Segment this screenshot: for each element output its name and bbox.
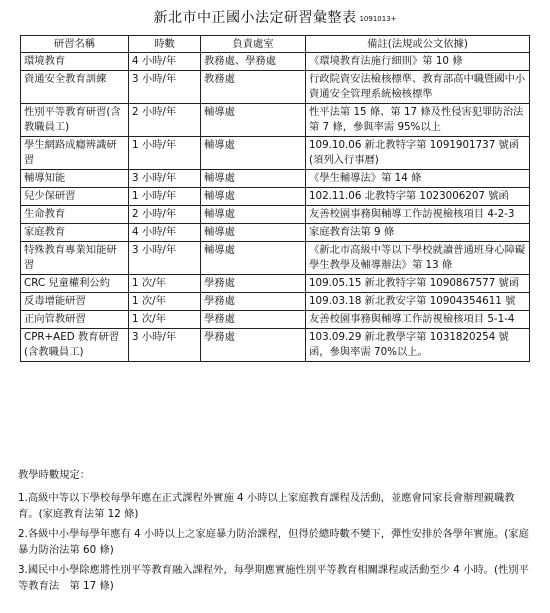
table-row (21, 137, 530, 170)
cell-course-name: 兒少保研習 (21, 188, 129, 206)
cell-hours: 1 次/年 (129, 275, 201, 293)
rule-item: 3.國民中小學除應將性別平等教育融入課程外，每學期應實施性別平等教育相關課程或活動至少 4 小時。(性別平等教育法 第 17 條) (18, 563, 529, 592)
cell-course-name: 特殊教育專業知能研習 (21, 242, 129, 275)
cell-course-name: 反毒增能研習 (21, 293, 129, 311)
cell-course-name: 資通安全教育訓練 (21, 71, 129, 104)
cell-remarks: 102.11.06 北教特字第 1023006207 號函 (306, 188, 530, 206)
cell-office: 輔導處 (201, 170, 306, 188)
table-row (21, 242, 530, 275)
cell-hours: 1 次/年 (129, 293, 201, 311)
cell-course-name: 環境教育 (21, 53, 129, 71)
cell-hours: 3 小時/年 (129, 329, 201, 362)
cell-office: 學務處 (201, 311, 306, 329)
table-row (21, 188, 530, 206)
cell-office: 輔導處 (201, 137, 306, 170)
header-course-name: 研習名稱 (21, 36, 129, 53)
header-remarks: 備註(法規或公文依據) (306, 36, 530, 53)
cell-remarks: 109.05.15 新北教特字第 1090867577 號函 (306, 275, 530, 293)
cell-office: 輔導處 (201, 206, 306, 224)
page-title: 新北市中正國小法定研習彙整表 (153, 10, 357, 26)
table-header-row (21, 36, 530, 53)
cell-remarks: 家庭教育法第 9 條 (306, 224, 530, 242)
cell-hours: 4 小時/年 (129, 224, 201, 242)
cell-office: 學務處 (201, 275, 306, 293)
cell-remarks: 109.10.06 新北教特字第 1091901737 號函(須列入行事曆) (306, 137, 530, 170)
cell-office: 輔導處 (201, 188, 306, 206)
cell-hours: 3 小時/年 (129, 71, 201, 104)
cell-hours: 3 小時/年 (129, 242, 201, 275)
cell-remarks: 行政院資安法檢核標準、教育部高中職暨國中小資通安全管理系統檢核標準 (306, 71, 530, 104)
cell-hours: 2 小時/年 (129, 104, 201, 137)
cell-hours: 2 小時/年 (129, 206, 201, 224)
table-row (21, 293, 530, 311)
table-row (21, 71, 530, 104)
table-row (21, 104, 530, 137)
cell-course-name: 生命教育 (21, 206, 129, 224)
table-row (21, 329, 530, 362)
table-row (21, 224, 530, 242)
cell-course-name: 性別平等教育研習(含教職員工) (21, 104, 129, 137)
teaching-hours-rules (18, 467, 533, 598)
cell-course-name: 正向管教研習 (21, 311, 129, 329)
cell-remarks: 友善校園事務與輔導工作訪視檢核項目 5-1-4 (306, 311, 530, 329)
cell-office: 輔導處 (201, 224, 306, 242)
cell-remarks: 《環境教育法施行細則》第 10 條 (306, 53, 530, 71)
training-table (20, 35, 530, 362)
cell-course-name: 家庭教育 (21, 224, 129, 242)
cell-remarks: 《新北市高級中等以下學校就讀普通班身心障礙學生教學及輔導辦法》第 13 條 (306, 242, 530, 275)
cell-hours: 4 小時/年 (129, 53, 201, 71)
cell-remarks: 103.09.29 新北教學字第 1031820254 號函，參與率需 70%以上。 (306, 329, 530, 362)
cell-hours: 1 小時/年 (129, 137, 201, 170)
title-block (0, 7, 550, 27)
table-row (21, 311, 530, 329)
cell-hours: 3 小時/年 (129, 170, 201, 188)
rule-item: 2.各級中小學每學年應有 4 小時以上之家庭暴力防治課程，但得於總時數不變下，彈性安排於各學年實施。(家庭暴力防治法第 60 條) (18, 527, 529, 556)
cell-remarks: 109.03.18 新北教安字第 10904354611 號 (306, 293, 530, 311)
cell-office: 教務處、學務處 (201, 53, 306, 71)
cell-office: 學務處 (201, 293, 306, 311)
title-date: 1091013+ (359, 15, 397, 23)
rules-heading: 教學時數規定： (18, 469, 91, 481)
cell-course-name: 輔導知能 (21, 170, 129, 188)
rule-item: 1.高級中等以下學校每學年應在正式課程外實施 4 小時以上家庭教育課程及活動，並應會同家長會辦理親職教育。(家庭教育法第 12 條) (18, 491, 515, 520)
header-hours: 時數 (129, 36, 201, 53)
cell-course-name: CRC 兒童權利公約 (21, 275, 129, 293)
cell-office: 輔導處 (201, 242, 306, 275)
cell-course-name: CPR+AED 教育研習(含教職員工) (21, 329, 129, 362)
cell-office: 輔導處 (201, 104, 306, 137)
cell-remarks: 友善校園事務與輔導工作訪視檢核項目 4-2-3 (306, 206, 530, 224)
table-row (21, 170, 530, 188)
cell-course-name: 學生網路成癮辨識研習 (21, 137, 129, 170)
cell-hours: 1 小時/年 (129, 188, 201, 206)
table-row (21, 206, 530, 224)
cell-office: 學務處 (201, 329, 306, 362)
header-responsible-office: 負責處室 (201, 36, 306, 53)
cell-remarks: 《學生輔導法》第 14 條 (306, 170, 530, 188)
cell-office: 教務處 (201, 71, 306, 104)
cell-hours: 1 次/年 (129, 311, 201, 329)
table-row (21, 275, 530, 293)
table-row (21, 53, 530, 71)
cell-remarks: 性平法第 15 條、第 17 條及性侵害犯罪防治法第 7 條，參與率需 95%以上 (306, 104, 530, 137)
